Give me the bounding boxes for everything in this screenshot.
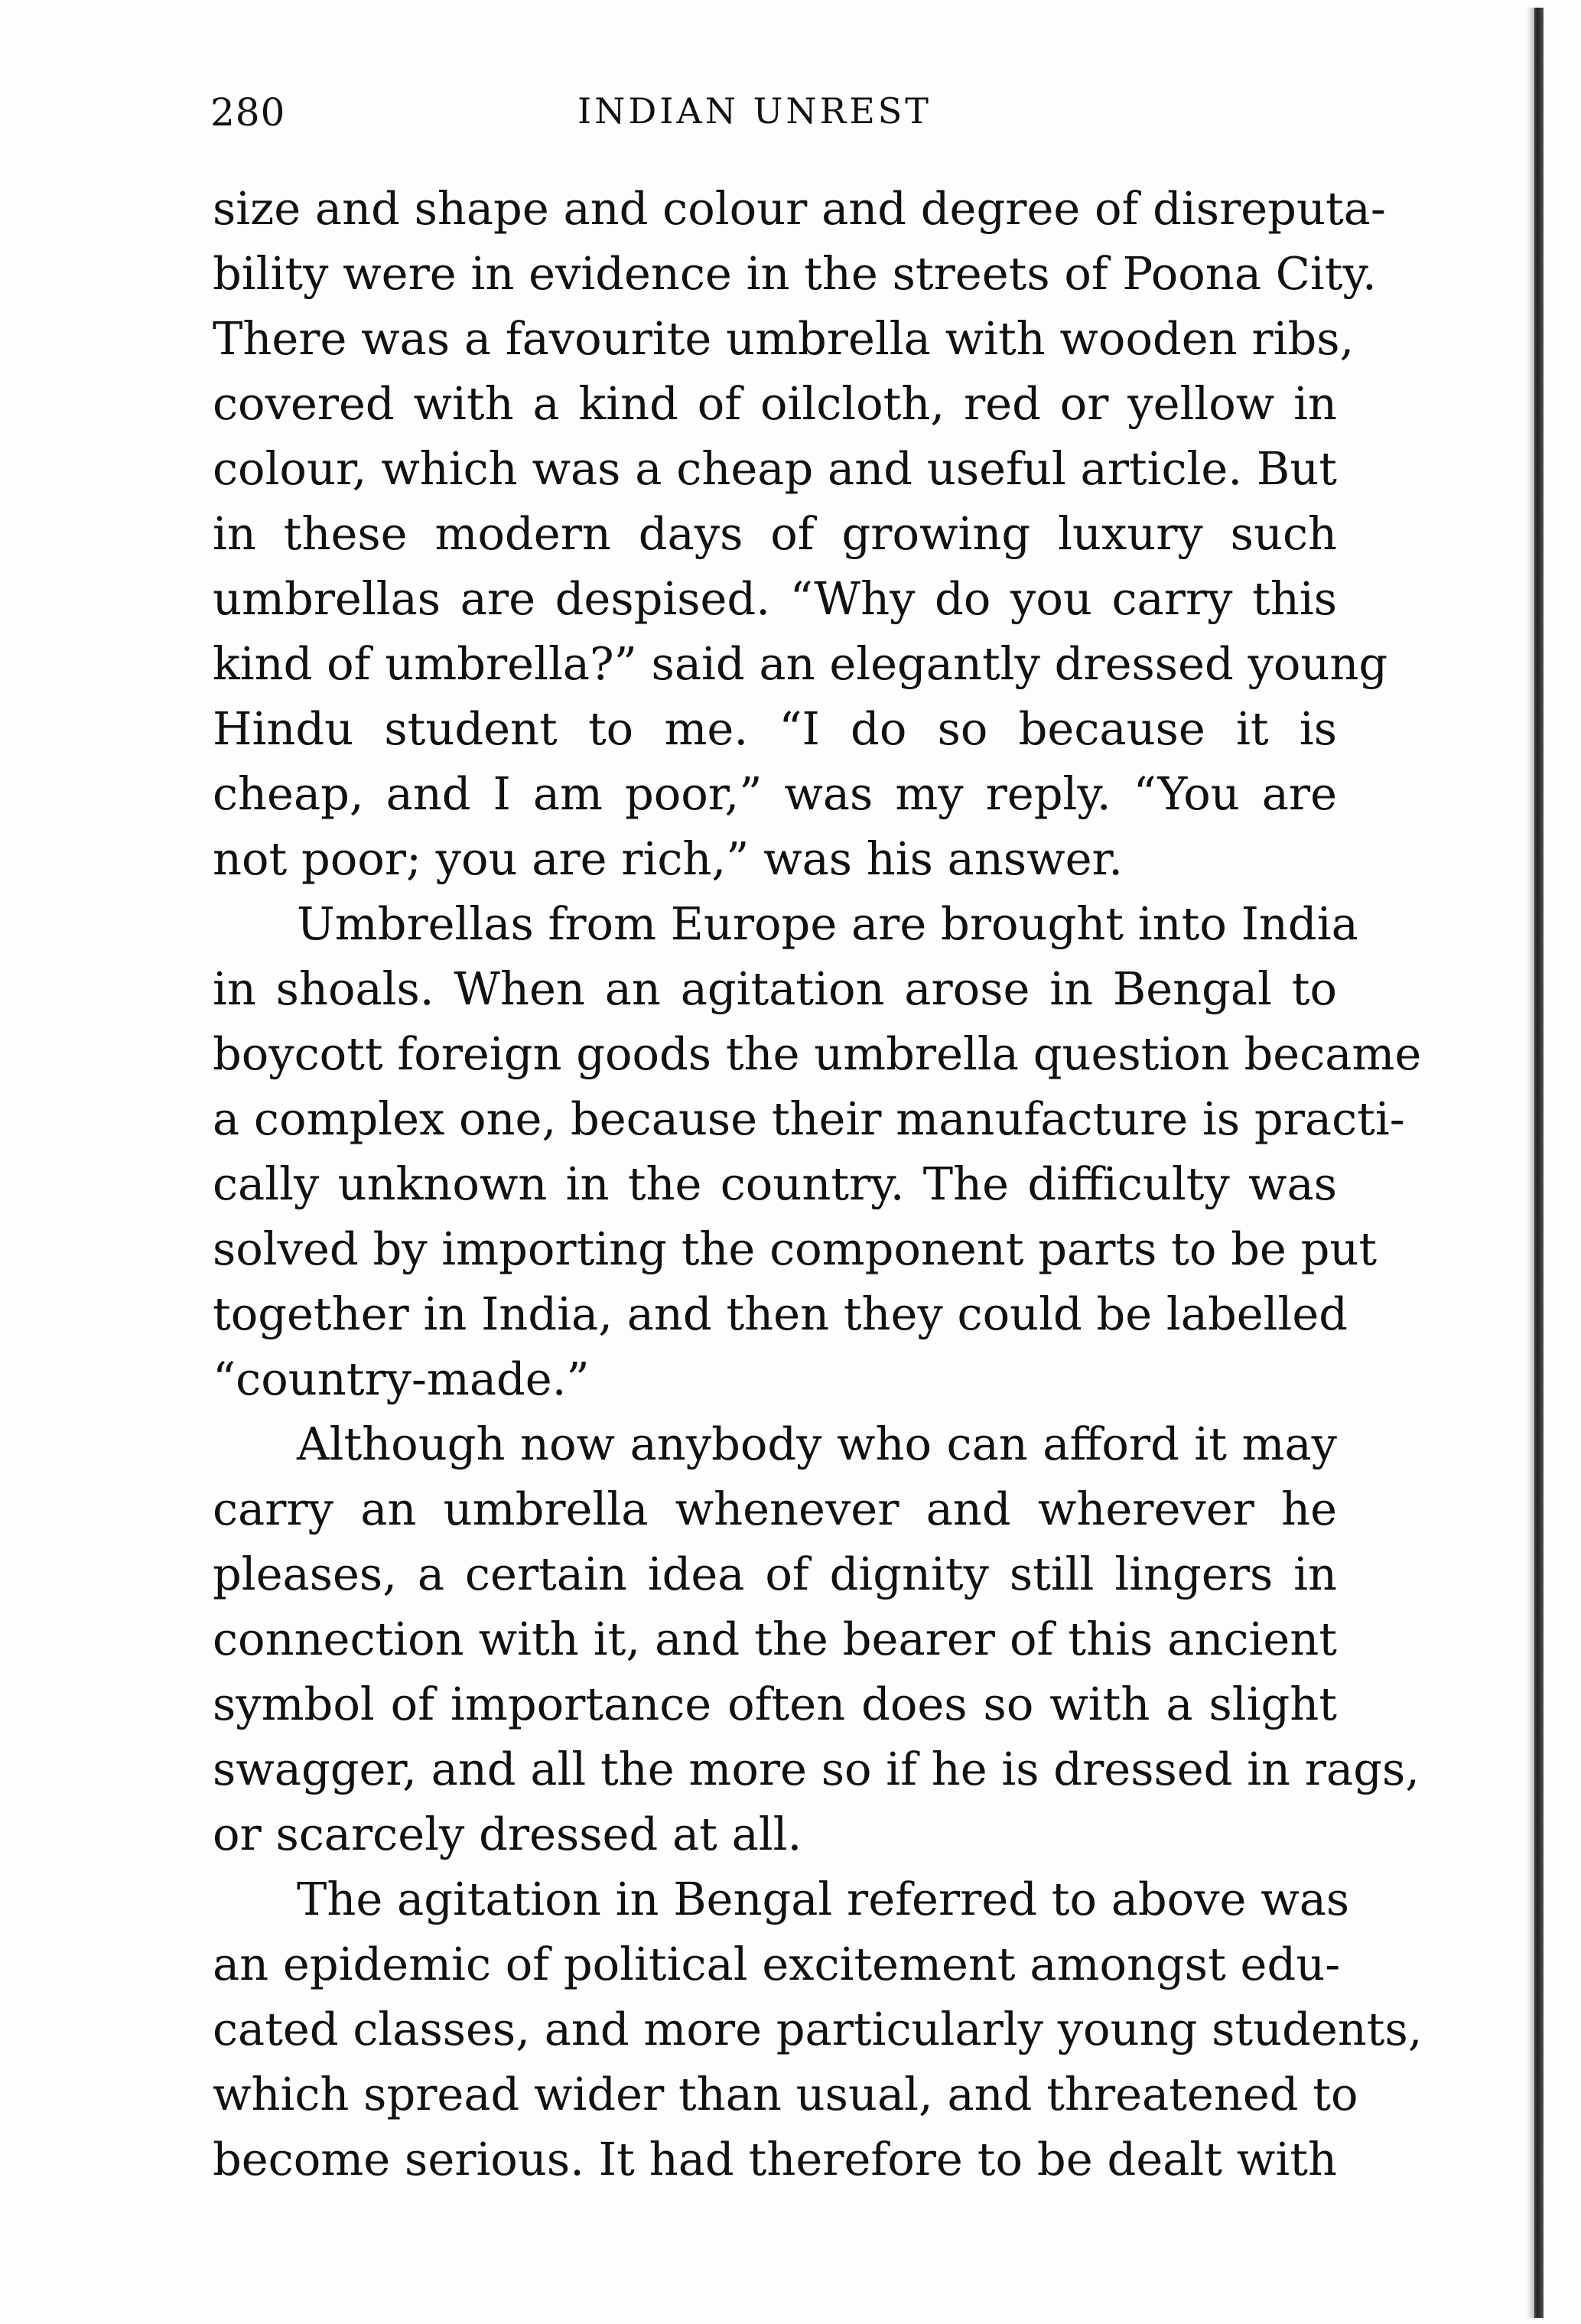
paragraph-start-line: The agitation in Bengal referred to above was (297, 1873, 1350, 1925)
text-line: which spread wider than usual, and threatened to (213, 2068, 1358, 2121)
text-line: an epidemic of political excitement amongst edu- (213, 1938, 1341, 1990)
text-line: pleases, a certain idea of dignity still lingers in (213, 1548, 1337, 1600)
text-line: colour, which was a cheap and useful article. But (213, 442, 1337, 495)
text-line: umbrellas are despised. “Why do you carry this (213, 572, 1337, 625)
text-line: “country-made.” (213, 1352, 590, 1405)
binding-shadow (1527, 8, 1534, 2318)
text-line: kind of umbrella?” said an elegantly dressed young (213, 637, 1388, 690)
body-text (213, 176, 1423, 2192)
paragraph-start-line: Although now anybody who can afford it may (297, 1418, 1337, 1470)
page-header (210, 90, 1358, 144)
text-line: boycott foreign goods the umbrella question became (213, 1027, 1422, 1080)
text-line: cally unknown in the country. The difficulty was (213, 1157, 1337, 1210)
text-line: in these modern days of growing luxury such (213, 507, 1337, 560)
text-line: a complex one, because their manufacture is practi- (213, 1092, 1405, 1145)
text-line: carry an umbrella whenever and wherever he (213, 1483, 1337, 1535)
text-line: become serious. It had therefore to be dealt with (213, 2133, 1337, 2186)
text-line: cated classes, and more particularly young students, (213, 2003, 1423, 2055)
running-title: INDIAN UNREST (577, 90, 932, 132)
text-line: or scarcely dressed at all. (213, 1808, 802, 1860)
text-line: bility were in evidence in the streets of Poona City. (213, 247, 1377, 300)
text-line: solved by importing the component parts to be put (213, 1222, 1378, 1275)
text-line: cheap, and I am poor,” was my reply. “You are (213, 767, 1337, 820)
text-line: swagger, and all the more so if he is dressed in rags, (213, 1743, 1420, 1795)
text-line: connection with it, and the bearer of this ancient (213, 1613, 1337, 1665)
text-line: symbol of importance often does so with a slight (213, 1678, 1337, 1730)
text-line: covered with a kind of oilcloth, red or yellow in (213, 377, 1337, 430)
text-line: not poor; you are rich,” was his answer. (213, 832, 1124, 885)
text-line: in shoals. When an agitation arose in Bengal to (213, 962, 1337, 1015)
binding-edge (1534, 8, 1544, 2318)
text-line: Hindu student to me. “I do so because it is (213, 702, 1337, 755)
text-line: together in India, and then they could be labelled (213, 1287, 1348, 1340)
page-number: 280 (210, 90, 286, 135)
text-line: There was a favourite umbrella with wooden ribs, (213, 312, 1355, 365)
text-line: size and shape and colour and degree of disreputa- (213, 182, 1386, 235)
paragraph-start-line: Umbrellas from Europe are brought into India (297, 897, 1358, 950)
